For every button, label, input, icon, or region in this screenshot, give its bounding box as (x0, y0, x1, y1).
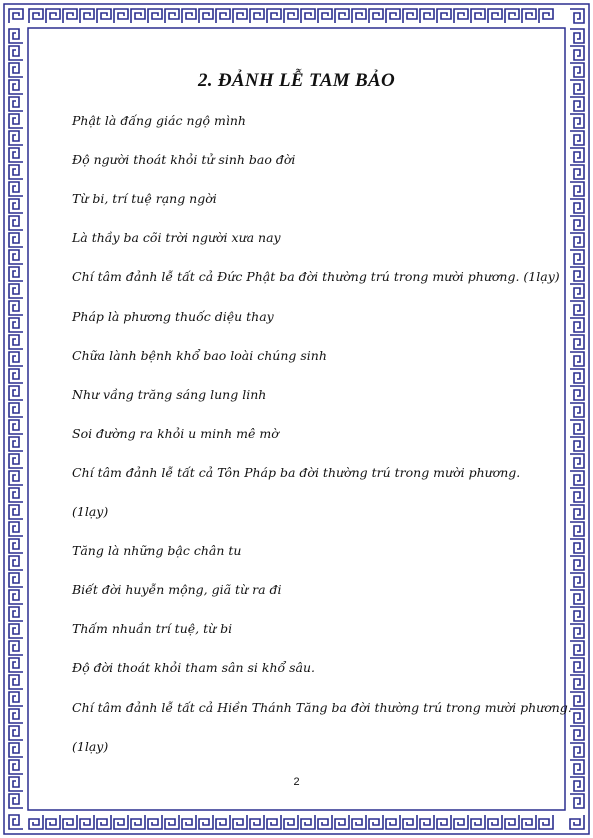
greek-key-icon (9, 352, 23, 366)
greek-key-icon (9, 403, 23, 417)
greek-key-icon (9, 131, 23, 145)
greek-key-icon (9, 301, 23, 315)
greek-key-icon (570, 165, 584, 179)
greek-key-icon (570, 488, 584, 502)
greek-key-icon (80, 815, 94, 829)
greek-key-icon (386, 9, 400, 23)
greek-key-icon (9, 675, 23, 689)
greek-key-icon (131, 9, 145, 23)
greek-key-icon (570, 233, 584, 247)
greek-key-icon (570, 97, 584, 111)
greek-key-icon (182, 815, 196, 829)
greek-key-icon (9, 522, 23, 536)
greek-key-icon (301, 815, 315, 829)
greek-key-icon (570, 760, 584, 774)
greek-key-icon (9, 471, 23, 485)
greek-key-icon (216, 815, 230, 829)
greek-key-icon (505, 815, 519, 829)
greek-key-icon (505, 9, 519, 23)
greek-key-icon (9, 726, 23, 740)
greek-key-icon (9, 641, 23, 655)
verse-line: Phật là đấng giác ngộ mình (72, 113, 246, 128)
greek-key-icon (570, 709, 584, 723)
greek-key-icon (9, 267, 23, 281)
greek-key-icon (9, 590, 23, 604)
greek-key-icon (29, 815, 43, 829)
greek-key-icon (9, 624, 23, 638)
greek-key-icon (148, 815, 162, 829)
greek-key-icon (488, 9, 502, 23)
greek-key-icon (570, 369, 584, 383)
greek-key-icon (9, 539, 23, 553)
greek-key-icon (9, 199, 23, 213)
greek-key-icon (570, 301, 584, 315)
greek-key-icon (570, 318, 584, 332)
verse-line: Chí tâm đảnh lễ tất cả Đức Phật ba đời thường trú trong mười phương. (1lạy) (72, 269, 560, 285)
verse-line: Tăng là những bậc chân tu (72, 543, 242, 559)
greek-key-icon (454, 9, 468, 23)
greek-key-icon (437, 815, 451, 829)
greek-key-icon (9, 335, 23, 349)
greek-key-icon (9, 369, 23, 383)
greek-key-icon (420, 815, 434, 829)
greek-key-icon (9, 692, 23, 706)
greek-key-icon (233, 815, 247, 829)
greek-key-icon (46, 815, 60, 829)
verse-line: Độ đời thoát khỏi tham sân si khổ sâu. (72, 660, 316, 676)
greek-key-icon (570, 794, 584, 808)
greek-key-icon (165, 9, 179, 23)
greek-key-icon (335, 9, 349, 23)
greek-key-icon (352, 9, 366, 23)
greek-key-icon (488, 815, 502, 829)
verse-line: Chí tâm đảnh lễ tất cả Hiền Thánh Tăng ba đời thường trú trong mười phương. (72, 699, 572, 715)
verse-line: (1lạy) (72, 504, 109, 519)
greek-key-icon (570, 199, 584, 213)
greek-key-icon (284, 815, 298, 829)
greek-key-icon (570, 454, 584, 468)
greek-key-icon (9, 386, 23, 400)
greek-key-icon (97, 815, 111, 829)
greek-key-icon (9, 420, 23, 434)
greek-key-icon (9, 794, 23, 808)
greek-key-icon (9, 165, 23, 179)
greek-key-icon (570, 9, 584, 23)
greek-key-icon (471, 9, 485, 23)
greek-key-icon (114, 9, 128, 23)
greek-key-icon (570, 624, 584, 638)
greek-key-icon (570, 114, 584, 128)
greek-key-icon (9, 97, 23, 111)
greek-key-icon (570, 675, 584, 689)
greek-key-icon (570, 505, 584, 519)
greek-key-icon (301, 9, 315, 23)
greek-key-icon (570, 29, 584, 43)
greek-key-icon (9, 148, 23, 162)
greek-key-icon (233, 9, 247, 23)
greek-key-icon (63, 9, 77, 23)
verse-line: Là thầy ba cõi trời người xưa nay (72, 230, 281, 246)
greek-key-icon (318, 9, 332, 23)
greek-key-icon (267, 815, 281, 829)
greek-key-icon (9, 318, 23, 332)
greek-key-icon (216, 9, 230, 23)
greek-key-icon (570, 386, 584, 400)
greek-key-icon (570, 437, 584, 451)
greek-key-icon (570, 641, 584, 655)
page-number: 2 (293, 776, 300, 788)
greek-key-icon (403, 815, 417, 829)
greek-key-icon (570, 743, 584, 757)
greek-key-icon (570, 573, 584, 587)
greek-key-icon (46, 9, 60, 23)
greek-key-icon (182, 9, 196, 23)
verse-line: Chữa lành bệnh khổ bao loài chúng sinh (72, 347, 327, 363)
greek-key-icon (9, 815, 23, 829)
greek-key-icon (9, 46, 23, 60)
greek-key-icon (570, 131, 584, 145)
greek-key-icon (570, 607, 584, 621)
greek-key-icon (570, 250, 584, 264)
verse-line: Chí tâm đảnh lễ tất cả Tôn Pháp ba đời thường trú trong mười phương. (72, 464, 521, 480)
greek-key-icon (97, 9, 111, 23)
greek-key-icon (165, 815, 179, 829)
greek-key-icon (570, 267, 584, 281)
greek-key-icon (570, 590, 584, 604)
greek-key-icon (570, 46, 584, 60)
greek-key-icon (437, 9, 451, 23)
greek-key-icon (9, 284, 23, 298)
greek-key-icon (9, 454, 23, 468)
greek-key-icon (539, 9, 553, 23)
greek-key-icon (570, 471, 584, 485)
greek-key-icon (148, 9, 162, 23)
greek-key-icon (570, 284, 584, 298)
greek-key-icon (267, 9, 281, 23)
greek-key-icon (318, 815, 332, 829)
greek-key-icon (570, 403, 584, 417)
verse-line: Thấm nhuần trí tuệ, từ bi (72, 621, 233, 637)
greek-key-icon (570, 148, 584, 162)
greek-key-icon (522, 9, 536, 23)
greek-key-icon (403, 9, 417, 23)
greek-key-icon (539, 815, 553, 829)
greek-key-icon (570, 692, 584, 706)
greek-key-icon (80, 9, 94, 23)
greek-key-icon (250, 9, 264, 23)
greek-key-icon (570, 539, 584, 553)
verse-line: Soi đường ra khỏi u minh mê mờ (72, 425, 279, 441)
greek-key-icon (9, 488, 23, 502)
greek-key-icon (9, 505, 23, 519)
greek-key-icon (9, 709, 23, 723)
greek-key-icon (9, 250, 23, 264)
greek-key-icon (570, 216, 584, 230)
verse-line: Từ bi, trí tuệ rạng ngời (72, 191, 217, 207)
greek-key-icon (570, 815, 584, 829)
greek-key-icon (114, 815, 128, 829)
greek-key-icon (570, 556, 584, 570)
greek-key-icon (250, 815, 264, 829)
greek-key-icon (9, 182, 23, 196)
greek-key-icon (570, 522, 584, 536)
greek-key-icon (335, 815, 349, 829)
greek-key-icon (9, 760, 23, 774)
greek-key-icon (570, 335, 584, 349)
greek-key-icon (352, 815, 366, 829)
greek-key-icon (9, 556, 23, 570)
greek-key-icon (9, 743, 23, 757)
verse-line: Như vầng trăng sáng lung linh (72, 386, 267, 402)
greek-key-icon (29, 9, 43, 23)
page-title: 2. ĐẢNH LỄ TAM BẢO (197, 70, 395, 91)
greek-key-icon (471, 815, 485, 829)
verse-line: Pháp là phương thuốc diệu thay (72, 308, 274, 324)
greek-key-icon (9, 573, 23, 587)
greek-key-icon (570, 182, 584, 196)
greek-key-icon (131, 815, 145, 829)
greek-key-icon (369, 815, 383, 829)
greek-key-icon (9, 437, 23, 451)
greek-key-icon (420, 9, 434, 23)
greek-key-icon (570, 726, 584, 740)
greek-key-icon (284, 9, 298, 23)
greek-key-icon (199, 815, 213, 829)
greek-key-icon (570, 420, 584, 434)
greek-key-icon (199, 9, 213, 23)
greek-key-icon (9, 114, 23, 128)
greek-key-icon (9, 233, 23, 247)
greek-key-icon (369, 9, 383, 23)
greek-key-icon (570, 658, 584, 672)
verse-line: (1lạy) (72, 738, 109, 754)
verse-line: Độ người thoát khỏi tử sinh bao đời (72, 152, 296, 168)
greek-key-icon (63, 815, 77, 829)
greek-key-icon (386, 815, 400, 829)
greek-key-icon (9, 9, 23, 23)
verse-line: Biết đời huyễn mộng, giã từ ra đi (72, 582, 282, 598)
greek-key-icon (9, 658, 23, 672)
greek-key-icon (570, 352, 584, 366)
greek-key-icon (9, 29, 23, 43)
greek-key-icon (9, 607, 23, 621)
greek-key-icon (454, 815, 468, 829)
greek-key-icon (522, 815, 536, 829)
greek-key-icon (9, 216, 23, 230)
